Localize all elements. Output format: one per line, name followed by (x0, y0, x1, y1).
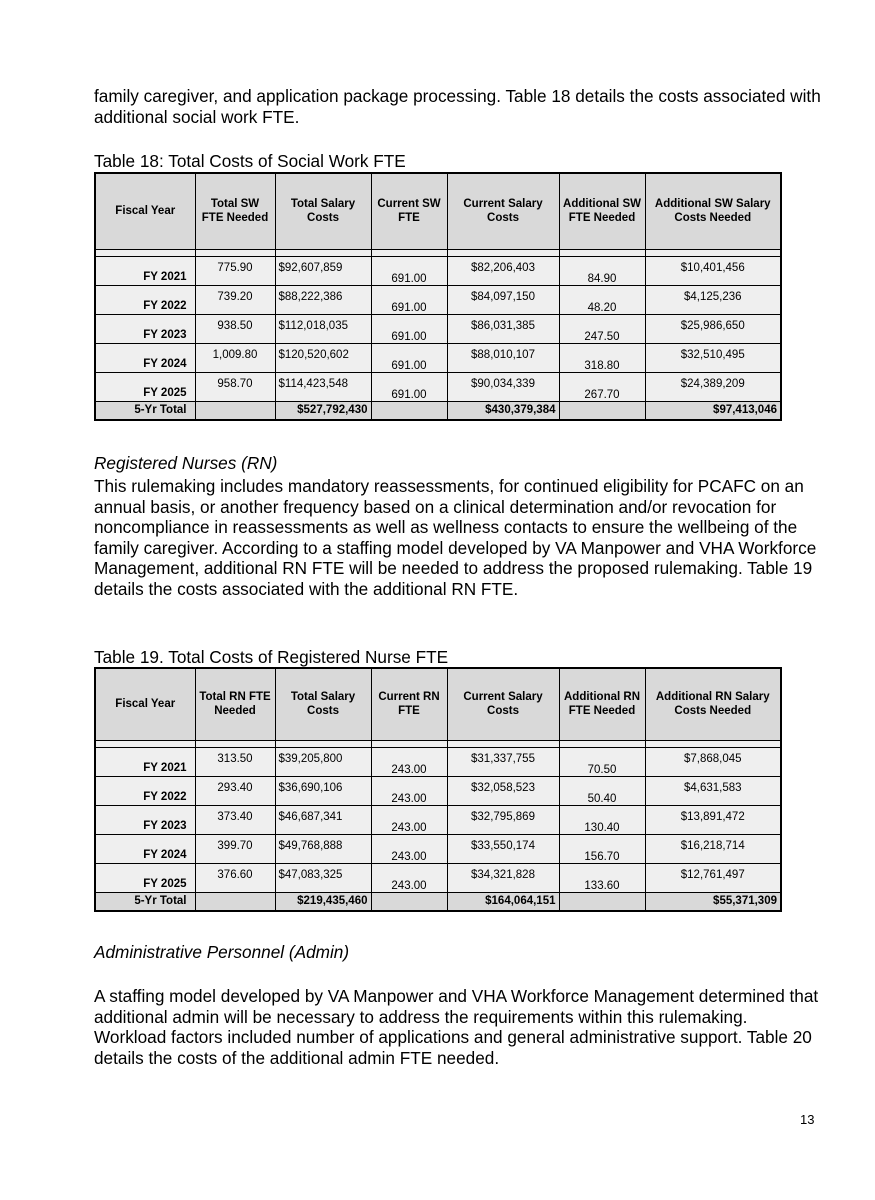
table-row (95, 314, 781, 343)
total-cell: $97,413,046 (645, 401, 781, 420)
table-row (95, 805, 781, 834)
total-label-cell: 5-Yr Total (95, 401, 195, 420)
table-row (95, 256, 781, 285)
column-header: Additional SW FTE Needed (559, 173, 645, 249)
current-salary-cell: $82,206,403 (447, 256, 559, 285)
table-row (95, 747, 781, 776)
fiscal-year-cell: FY 2024 (95, 834, 195, 863)
fiscal-year-cell: FY 2023 (95, 805, 195, 834)
column-header: Total Salary Costs (275, 173, 371, 249)
total-salary-cell: $112,018,035 (275, 314, 371, 343)
total-cell: $430,379,384 (447, 401, 559, 420)
additional-fte-cell: 50.40 (559, 776, 645, 805)
additional-fte-cell: 156.70 (559, 834, 645, 863)
total-salary-cell: $88,222,386 (275, 285, 371, 314)
column-header: Fiscal Year (95, 173, 195, 249)
column-header: Fiscal Year (95, 668, 195, 740)
additional-fte-cell: 318.80 (559, 343, 645, 372)
current-fte-cell: 243.00 (371, 805, 447, 834)
additional-fte-cell: 84.90 (559, 256, 645, 285)
total-fte-cell: 293.40 (195, 776, 275, 805)
additional-fte-cell: 267.70 (559, 372, 645, 401)
fiscal-year-cell: FY 2022 (95, 776, 195, 805)
current-fte-cell: 691.00 (371, 256, 447, 285)
current-salary-cell: $32,058,523 (447, 776, 559, 805)
additional-salary-cell: $12,761,497 (645, 863, 781, 892)
additional-salary-cell: $10,401,456 (645, 256, 781, 285)
total-salary-cell: $120,520,602 (275, 343, 371, 372)
fiscal-year-cell: FY 2022 (95, 285, 195, 314)
column-header: Additional RN FTE Needed (559, 668, 645, 740)
table-row (95, 834, 781, 863)
total-fte-cell: 739.20 (195, 285, 275, 314)
table-18-caption: Table 18: Total Costs of Social Work FTE (94, 151, 406, 171)
total-fte-cell: 376.60 (195, 863, 275, 892)
column-header: Current SW FTE (371, 173, 447, 249)
additional-fte-cell: 70.50 (559, 747, 645, 776)
total-cell: $55,371,309 (645, 892, 781, 911)
column-header: Current RN FTE (371, 668, 447, 740)
current-fte-cell: 691.00 (371, 285, 447, 314)
current-salary-cell: $31,337,755 (447, 747, 559, 776)
fiscal-year-cell: FY 2025 (95, 372, 195, 401)
table-19-header-row (95, 668, 781, 740)
total-salary-cell: $47,083,325 (275, 863, 371, 892)
table-18-header-row (95, 173, 781, 249)
total-cell (559, 892, 645, 911)
rn-section-heading: Registered Nurses (RN) (94, 453, 278, 473)
current-fte-cell: 691.00 (371, 372, 447, 401)
admin-paragraph: A staffing model developed by VA Manpower and VHA Workforce Management determined that additional admin will be necessary to address the requirements within this rulemaking. Workload factors included number of applications and general administrative support. Table 20 details the costs of the additional admin FTE needed. (94, 986, 819, 1068)
additional-fte-cell: 130.40 (559, 805, 645, 834)
fiscal-year-cell: FY 2021 (95, 747, 195, 776)
rn-paragraph: This rulemaking includes mandatory reassessments, for continued eligibility for PCAFC on an annual basis, or another frequency based on a clinical determination and/or revocation for noncompliance in reassessments as well as wellness contacts to ensure the wellbeing of the family caregiver. According to a staffing model developed by VA Manpower and VHA Workforce Management, additional RN FTE will be needed to address the proposed rulemaking. Table 19 details the costs associated with the additional RN FTE. (94, 476, 817, 599)
additional-fte-cell: 48.20 (559, 285, 645, 314)
current-fte-cell: 243.00 (371, 834, 447, 863)
current-fte-cell: 691.00 (371, 343, 447, 372)
column-header: Additional SW Salary Costs Needed (645, 173, 781, 249)
fiscal-year-cell: FY 2025 (95, 863, 195, 892)
total-cell (371, 892, 447, 911)
total-fte-cell: 958.70 (195, 372, 275, 401)
table-19-caption: Table 19. Total Costs of Registered Nurse FTE (94, 647, 449, 667)
current-fte-cell: 243.00 (371, 747, 447, 776)
current-salary-cell: $86,031,385 (447, 314, 559, 343)
total-fte-cell: 938.50 (195, 314, 275, 343)
column-header: Total RN FTE Needed (195, 668, 275, 740)
current-salary-cell: $33,550,174 (447, 834, 559, 863)
total-cell (195, 892, 275, 911)
total-salary-cell: $114,423,548 (275, 372, 371, 401)
total-fte-cell: 775.90 (195, 256, 275, 285)
table-18 (94, 172, 782, 421)
total-salary-cell: $92,607,859 (275, 256, 371, 285)
table-row (95, 776, 781, 805)
total-fte-cell: 399.70 (195, 834, 275, 863)
column-header: Total SW FTE Needed (195, 173, 275, 249)
column-header: Total Salary Costs (275, 668, 371, 740)
total-label-cell: 5-Yr Total (95, 892, 195, 911)
total-salary-cell: $46,687,341 (275, 805, 371, 834)
additional-salary-cell: $24,389,209 (645, 372, 781, 401)
total-fte-cell: 313.50 (195, 747, 275, 776)
fiscal-year-cell: FY 2024 (95, 343, 195, 372)
current-salary-cell: $84,097,150 (447, 285, 559, 314)
fiscal-year-cell: FY 2021 (95, 256, 195, 285)
total-salary-cell: $39,205,800 (275, 747, 371, 776)
current-salary-cell: $88,010,107 (447, 343, 559, 372)
total-cell (371, 401, 447, 420)
page-number: 13 (800, 1112, 815, 1127)
total-salary-cell: $49,768,888 (275, 834, 371, 863)
total-cell: $527,792,430 (275, 401, 371, 420)
current-fte-cell: 243.00 (371, 776, 447, 805)
additional-salary-cell: $13,891,472 (645, 805, 781, 834)
additional-fte-cell: 133.60 (559, 863, 645, 892)
current-salary-cell: $34,321,828 (447, 863, 559, 892)
additional-salary-cell: $32,510,495 (645, 343, 781, 372)
total-cell: $219,435,460 (275, 892, 371, 911)
total-fte-cell: 1,009.80 (195, 343, 275, 372)
admin-section-heading: Administrative Personnel (Admin) (94, 942, 350, 962)
total-fte-cell: 373.40 (195, 805, 275, 834)
additional-salary-cell: $25,986,650 (645, 314, 781, 343)
additional-salary-cell: $7,868,045 (645, 747, 781, 776)
total-cell (195, 401, 275, 420)
current-fte-cell: 691.00 (371, 314, 447, 343)
column-header: Additional RN Salary Costs Needed (645, 668, 781, 740)
table-18-total-row (95, 401, 781, 420)
current-salary-cell: $90,034,339 (447, 372, 559, 401)
table-row (95, 285, 781, 314)
fiscal-year-cell: FY 2023 (95, 314, 195, 343)
additional-salary-cell: $16,218,714 (645, 834, 781, 863)
additional-salary-cell: $4,125,236 (645, 285, 781, 314)
table-row (95, 863, 781, 892)
total-cell: $164,064,151 (447, 892, 559, 911)
table-19-total-row (95, 892, 781, 911)
total-salary-cell: $36,690,106 (275, 776, 371, 805)
intro-paragraph: family caregiver, and application package processing. Table 18 details the costs associated with additional social work FTE. (94, 86, 821, 127)
additional-salary-cell: $4,631,583 (645, 776, 781, 805)
table-row (95, 343, 781, 372)
table-19 (94, 667, 782, 912)
column-header: Current Salary Costs (447, 668, 559, 740)
column-header: Current Salary Costs (447, 173, 559, 249)
total-cell (559, 401, 645, 420)
current-fte-cell: 243.00 (371, 863, 447, 892)
current-salary-cell: $32,795,869 (447, 805, 559, 834)
table-row (95, 372, 781, 401)
additional-fte-cell: 247.50 (559, 314, 645, 343)
